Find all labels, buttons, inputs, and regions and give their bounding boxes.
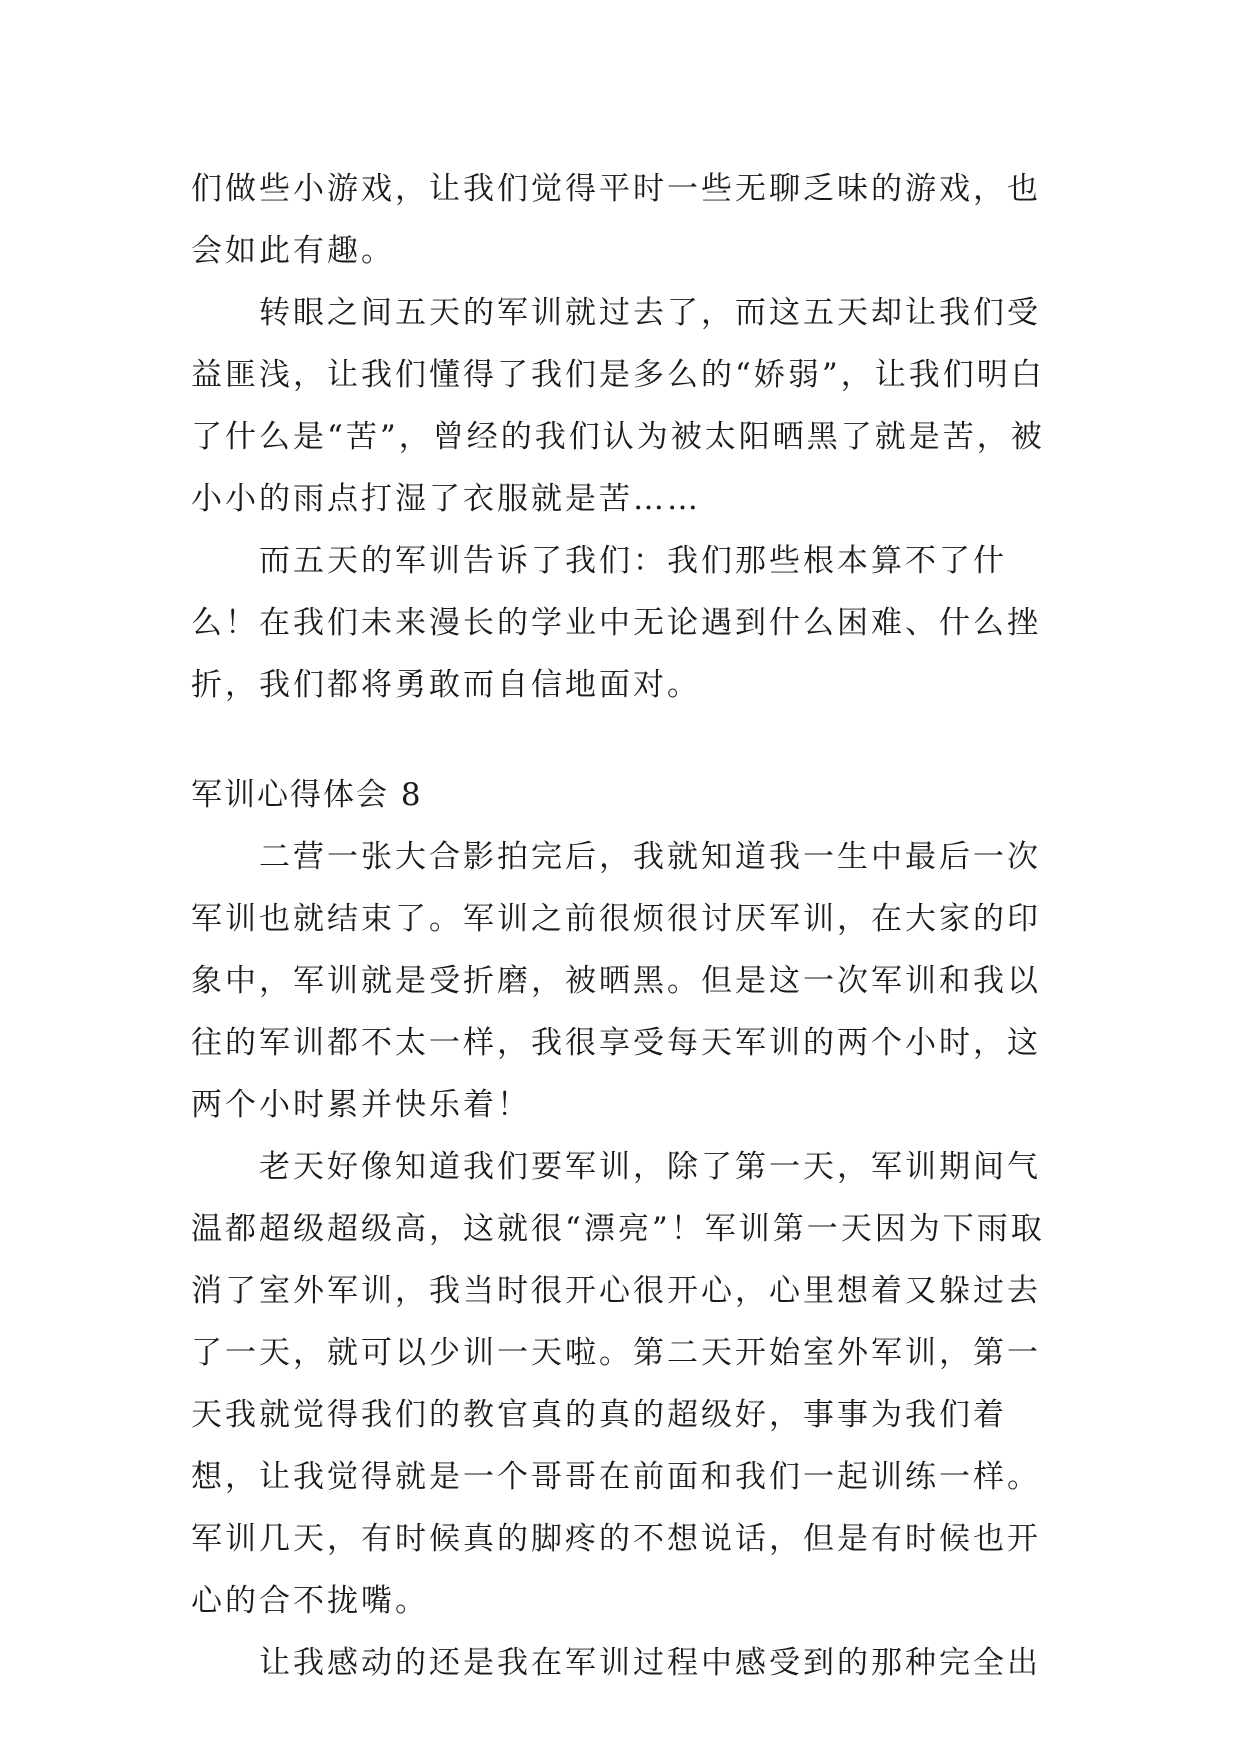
paragraph-group-photo: 二营一张大合影拍完后，我就知道我一生中最后一次军训也就结束了。军训之前很烦很讨厌军训，在大家的印象中，军训就是受折磨，被晒黑。但是这一次军训和我以往的军训都不太一样，我很享受每天军训的两个小时，这两个小时累并快乐着！ [191,839,1041,1123]
paragraph-five-days-passed: 转眼之间五天的军训就过去了，而这五天却让我们受益匪浅，让我们懂得了我们是多么的“娇弱”，让我们明白了什么是“苦”，曾经的我们认为被太阳晒黑了就是苦，被小小的雨点打湿了衣服就是苦…… [191,295,1045,517]
paragraph-lesson-learned: 而五天的军训告诉了我们：我们那些根本算不了什么！在我们未来漫长的学业中无论遇到什么困难、什么挫折，我们都将勇敢而自信地面对。 [191,543,1041,703]
paragraph-weather: 老天好像知道我们要军训，除了第一天，军训期间气温都超级超级高，这就很“漂亮”！军训第一天因为下雨取消了室外军训，我当时很开心很开心，心里想着又躲过去了一天，就可以少训一天啦。第二天开始室外军训，第一天我就觉得我们的教官真的真的超级好，事事为我们着想，让我觉得就是一个哥哥在前面和我们一起训练一样。军训几天，有时候真的脚疼的不想说话，但是有时候也开心的合不拢嘴。 [191,1149,1045,1619]
paragraph-touched: 让我感动的还是我在军训过程中感受到的那种完全出 [259,1645,1041,1681]
document-body [191,158,1071,1694]
section-title: 军训心得体会 8 [191,777,423,813]
paragraph-continuation: 们做些小游戏，让我们觉得平时一些无聊乏味的游戏，也会如此有趣。 [191,171,1041,269]
section-gap [191,716,1071,764]
